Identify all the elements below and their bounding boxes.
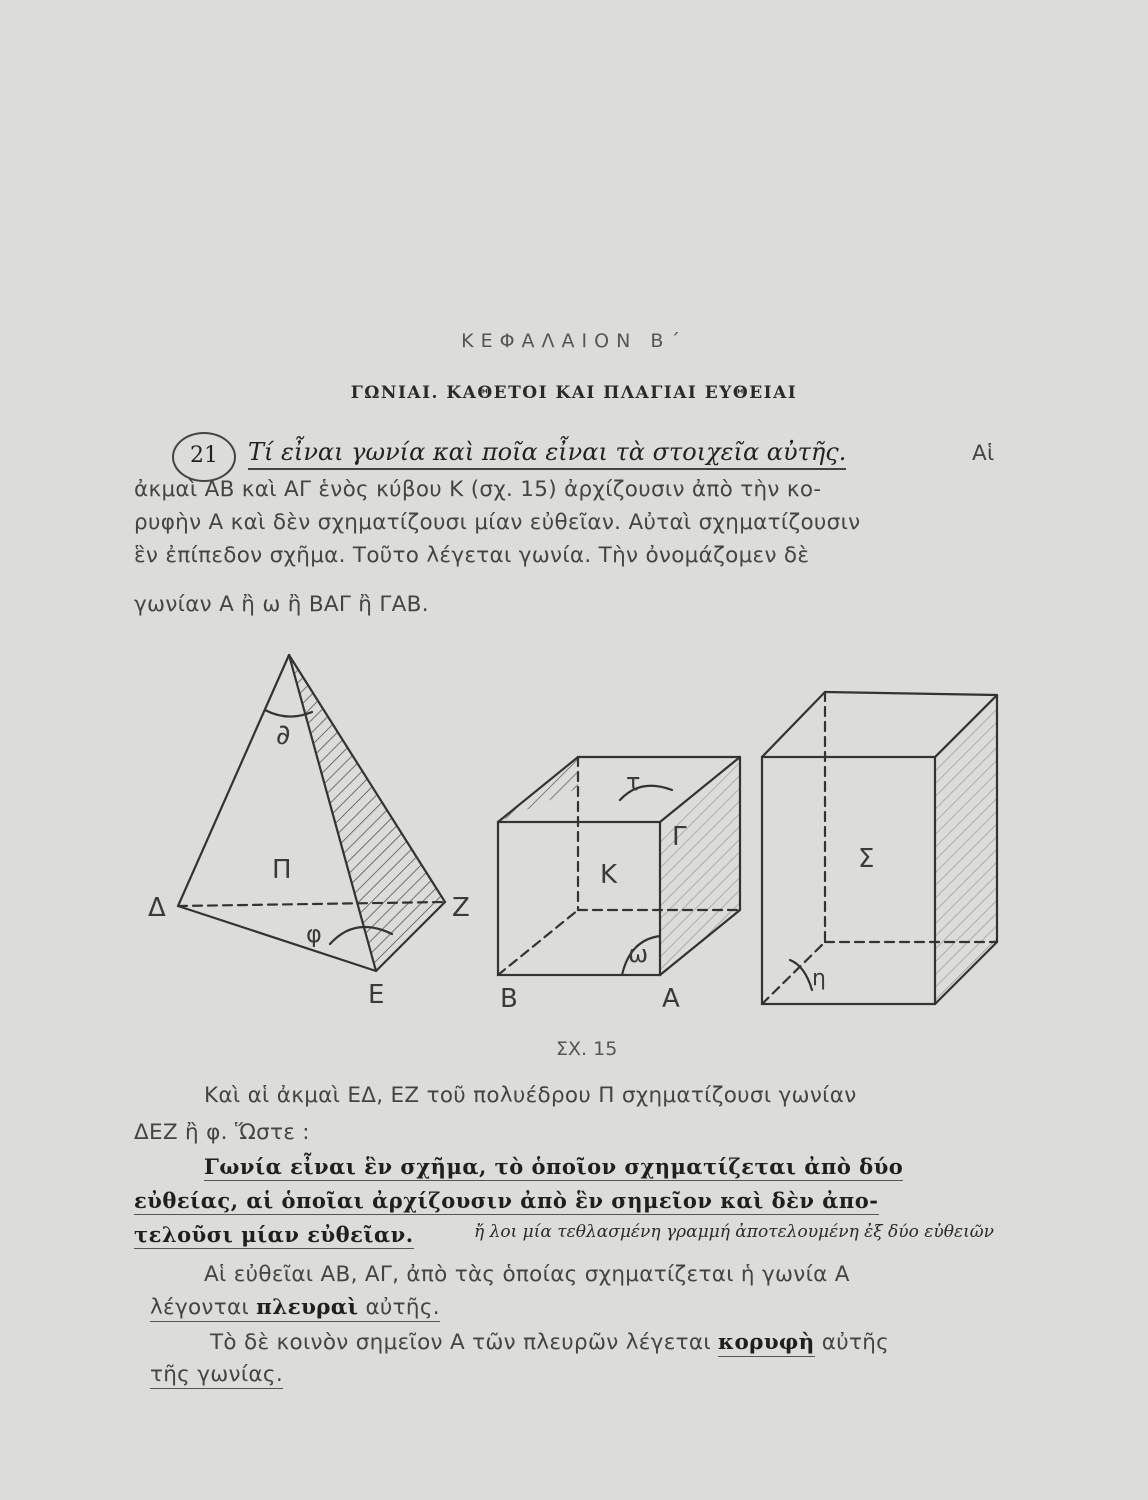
label-vertex: Ε xyxy=(368,980,385,1010)
label-solid-name: Σ xyxy=(858,844,875,874)
label-vertex: Δ xyxy=(148,893,166,923)
term-vertex: κορυφὴ xyxy=(718,1330,815,1355)
label-angle-top: ∂ xyxy=(276,718,291,751)
text-line: τῆς γωνίας. xyxy=(150,1362,283,1387)
question-title-tail: Αἱ xyxy=(972,441,995,466)
label-angle: η xyxy=(812,966,826,991)
question-title: Τί εἶναι γωνία καὶ ποῖα εἶναι τὰ στοιχεῖα αὐτῆς. xyxy=(248,438,846,470)
definition-line: εὐθείας, αἱ ὁποῖαι ἀρχίζουσιν ἀπὸ ἓν σημεῖον καὶ δὲν ἀπο- xyxy=(134,1188,879,1213)
label-solid-name: Κ xyxy=(600,860,618,890)
definition-line: τελοῦσι μίαν εὐθεῖαν. xyxy=(134,1222,414,1247)
label-angle-bottom: ω xyxy=(628,940,649,968)
term-sides: πλευραὶ xyxy=(256,1295,359,1320)
label-face: Π xyxy=(272,855,292,885)
text-line: γωνίαν Α ἢ ω ἢ ΒΑΓ ἢ ΓΑΒ. xyxy=(134,592,429,617)
label-vertex: Β xyxy=(500,984,518,1014)
label-vertex: Γ xyxy=(672,822,687,852)
text-fragment: αὐτῆς xyxy=(814,1330,890,1355)
question-number: 21 xyxy=(172,432,236,482)
handwritten-note: ἤ λοι μία τεθλασμένη γραμμή ἀποτελουμένη ἐξ δύο εὐθειῶν xyxy=(474,1222,994,1242)
prism-drawing xyxy=(762,692,997,1004)
label-angle-top: τ xyxy=(626,768,641,796)
text-line: Αἱ εὐθεῖαι ΑΒ, ΑΓ, ἀπὸ τὰς ὁποίας σχηματίζεται ἡ γωνία Α xyxy=(204,1262,850,1287)
text-line xyxy=(210,1330,889,1355)
text-line: ρυφὴν Α καὶ δὲν σχηματίζουσι μίαν εὐθεῖαν. Αὐταὶ σχηματίζουσιν xyxy=(134,510,861,535)
label-vertex: Α xyxy=(662,984,680,1014)
text-fragment: αὐτῆς. xyxy=(358,1295,440,1320)
text-line: ἓν ἐπίπεδον σχῆμα. Τοῦτο λέγεται γωνία. Τὴν ὀνομάζομεν δὲ xyxy=(134,543,810,568)
label-vertex: Ζ xyxy=(452,893,470,923)
section-title: ΓΩΝΙΑΙ. ΚΑΘΕΤΟΙ ΚΑΙ ΠΛΑΓΙΑΙ ΕΥΘΕΙΑΙ xyxy=(350,383,798,403)
text-line xyxy=(150,1295,440,1322)
text-line: Καὶ αἱ ἀκμαὶ ΕΔ, ΕΖ τοῦ πολυέδρου Π σχηματίζουσι γωνίαν xyxy=(204,1083,857,1108)
cube-drawing xyxy=(498,757,740,975)
text-line: ΔΕΖ ἢ φ. Ὥστε : xyxy=(134,1120,310,1145)
label-angle-bottom: φ xyxy=(306,920,322,948)
definition-line: Γωνία εἶναι ἓν σχῆμα, τὸ ὁποῖον σχηματίζεται ἀπὸ δύο xyxy=(204,1154,904,1179)
text-line: ἀκμαὶ ΑΒ καὶ ΑΓ ἑνὸς κύβου Κ (σχ. 15) ἀρχίζουσιν ἀπὸ τὴν κο- xyxy=(134,477,822,502)
text-fragment: Τὸ δὲ κοινὸν σημεῖον Α τῶν πλευρῶν λέγεται xyxy=(210,1330,719,1355)
chapter-heading: ΚΕΦΑΛΑΙΟΝ Β΄ xyxy=(461,330,687,352)
figure-caption: ΣΧ. 15 xyxy=(556,1038,618,1060)
text-fragment: λέγονται xyxy=(150,1295,257,1320)
